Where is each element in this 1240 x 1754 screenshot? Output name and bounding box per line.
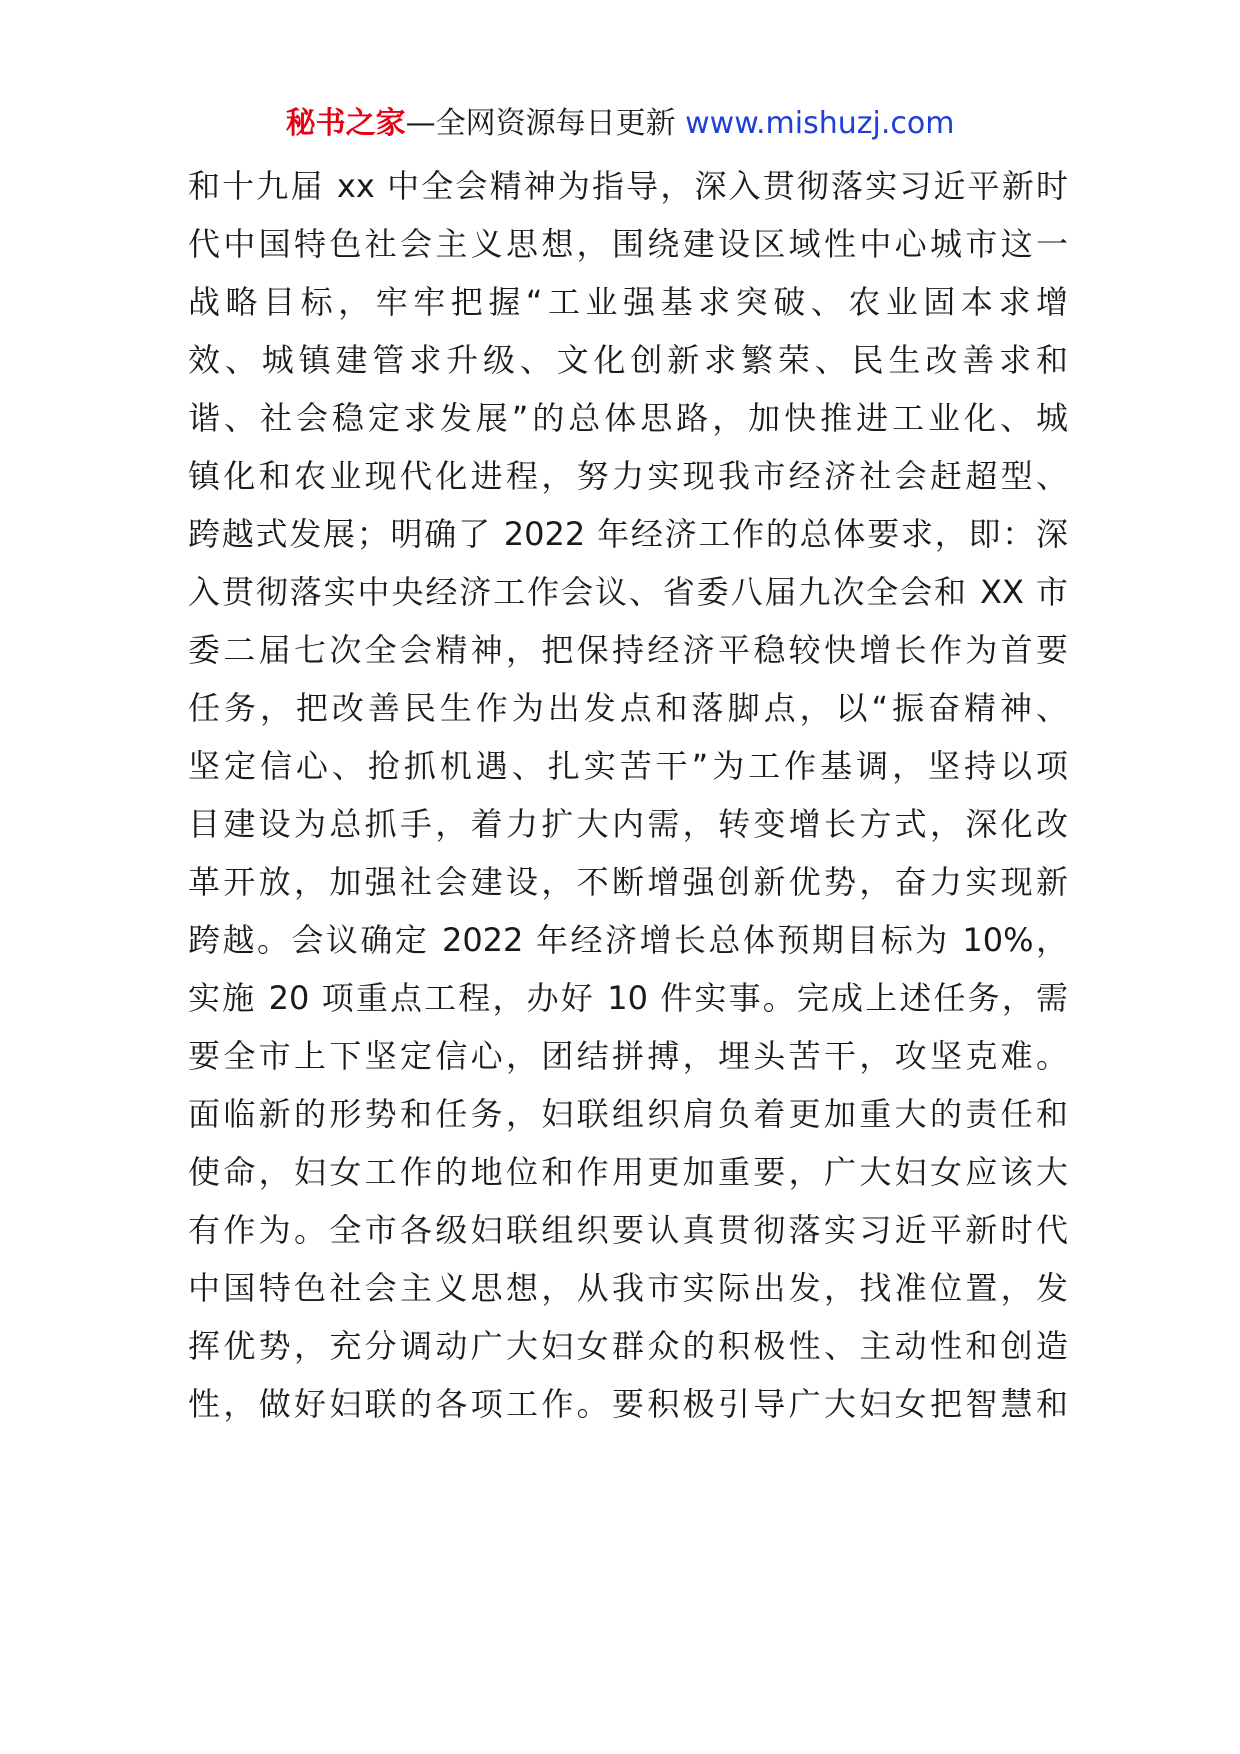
header-tagline: —全网资源每日更新 (405, 106, 676, 141)
body-line: 有作为。全市各级妇联组织要认真贯彻落实习近平新时代 (188, 1211, 1068, 1249)
body-line: 谐、社会稳定求发展”的总体思路，加快推进工业化、城 (188, 399, 1068, 437)
body-line: 任务，把改善民生作为出发点和落脚点，以“振奋精神、 (188, 689, 1068, 727)
page-header (0, 104, 1240, 144)
body-line: 跨越。会议确定 2022 年经济增长总体预期目标为 10%， (188, 921, 1068, 959)
body-line: 效、城镇建管求升级、文化创新求繁荣、民生改善求和 (188, 341, 1068, 379)
site-url-link[interactable]: www.mishuzj.com (685, 106, 955, 141)
body-line: 面临新的形势和任务，妇联组织肩负着更加重大的责任和 (188, 1095, 1068, 1133)
body-line: 跨越式发展；明确了 2022 年经济工作的总体要求，即：深 (188, 515, 1068, 553)
body-line: 使命，妇女工作的地位和作用更加重要，广大妇女应该大 (188, 1153, 1068, 1191)
body-line: 要全市上下坚定信心，团结拼搏，埋头苦干，攻坚克难。 (188, 1037, 1068, 1075)
body-line: 委二届七次全会精神，把保持经济平稳较快增长作为首要 (188, 631, 1068, 669)
brand-name: 秘书之家 (285, 106, 406, 141)
body-line: 挥优势，充分调动广大妇女群众的积极性、主动性和创造 (188, 1327, 1068, 1365)
body-line: 入贯彻落实中央经济工作会议、省委八届九次全会和 XX 市 (188, 573, 1068, 611)
body-line: 代中国特色社会主义思想，围绕建设区域性中心城市这一 (188, 225, 1068, 263)
body-line: 性，做好妇联的各项工作。要积极引导广大妇女把智慧和 (188, 1385, 1068, 1423)
body-line: 革开放，加强社会建设，不断增强创新优势，奋力实现新 (188, 863, 1068, 901)
body-line: 中国特色社会主义思想，从我市实际出发，找准位置，发 (188, 1269, 1068, 1307)
body-line: 坚定信心、抢抓机遇、扎实苦干”为工作基调，坚持以项 (188, 747, 1068, 785)
body-line: 实施 20 项重点工程，办好 10 件实事。完成上述任务，需 (188, 979, 1068, 1017)
body-line: 和十九届 xx 中全会精神为指导，深入贯彻落实习近平新时 (188, 167, 1068, 205)
body-line: 战略目标，牢牢把握“工业强基求突破、农业固本求增 (188, 283, 1068, 321)
body-line: 镇化和农业现代化进程，努力实现我市经济社会赶超型、 (188, 457, 1068, 495)
body-line: 目建设为总抓手，着力扩大内需，转变增长方式，深化改 (188, 805, 1068, 843)
